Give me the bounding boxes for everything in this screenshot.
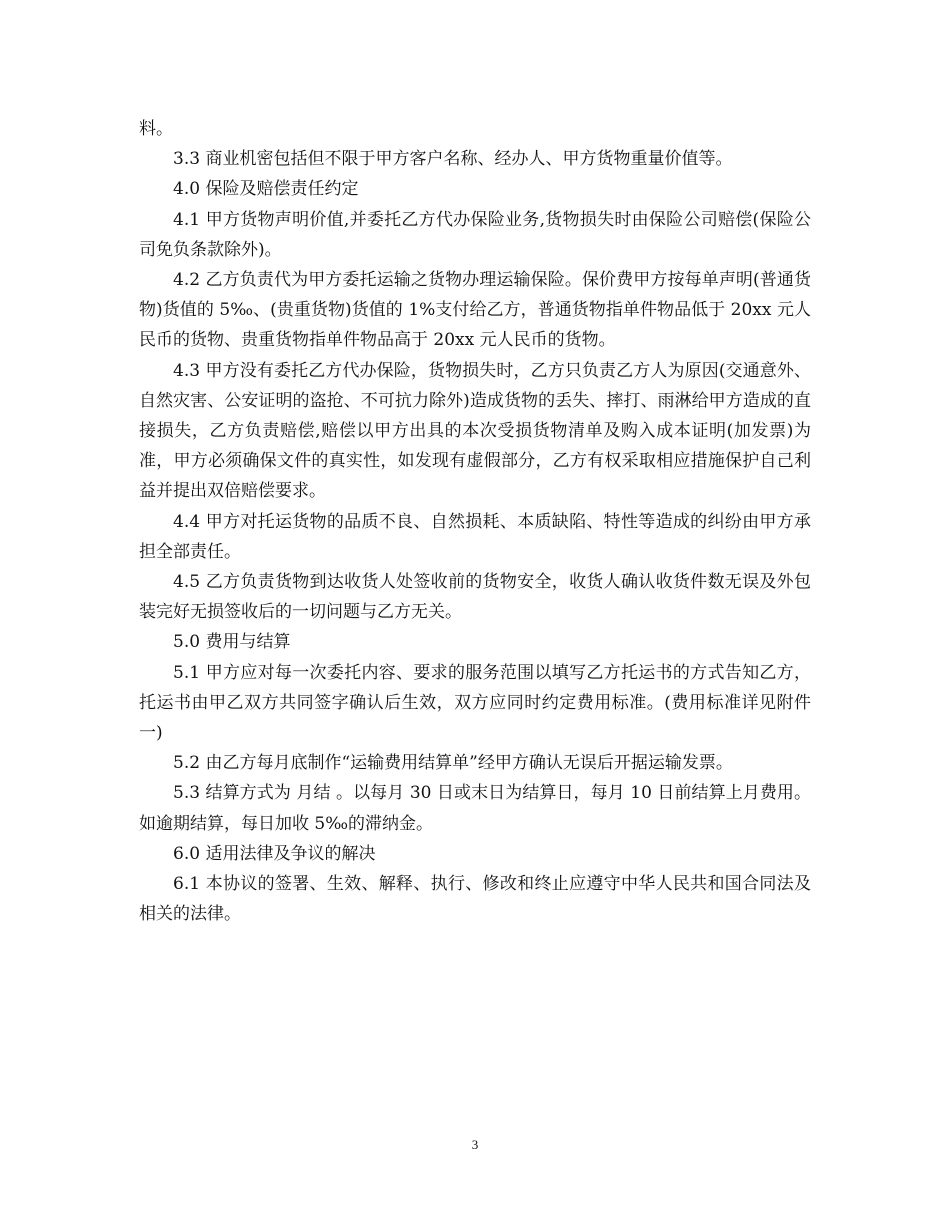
clause-4-3: 4.3 甲方没有委托乙方代办保险，货物损失时，乙方只负责乙方人为原因(交通意外、自然灾害、公安证明的盗抢、不可抗力除外)造成货物的丢失、摔打、雨淋给甲方造成的直接损失，乙方负责赔偿,赔偿以甲方出具的本次受损货物清单及购入成本证明(加发票)为准，甲方必须确保文件的真实性，如发现有虚假部分，乙方有权采取相应措施保护自己利益并提出双倍赔偿要求。 bbox=[139, 360, 811, 502]
clause-4-4: 4.4 甲方对托运货物的品质不良、自然损耗、本质缺陷、特性等造成的纠纷由甲方承担全部责任。 bbox=[139, 511, 811, 562]
clause-5-2: 5.2 由乙方每月底制作“运输费用结算单”经甲方确认无误后开据运输发票。 bbox=[173, 753, 733, 774]
clause-4-1: 4.1 甲方货物声明价值,并委托乙方代办保险业务,货物损失时由保险公司赔偿(保险公司免负条款除外)。 bbox=[139, 209, 811, 260]
paragraph-continuation: 料。 bbox=[139, 119, 173, 139]
clause-4-2: 4.2 乙方负责代为甲方委托运输之货物办理运输保险。保价费甲方按每单声明(普通货物)货值的 5‰、(贵重货物)货值的 1%支付给乙方，普通货物指单件物品低于 20xx 元人民币的货物、贵重货物指单件物品高于 20xx 元人民币的货物。 bbox=[139, 270, 811, 351]
clause-5-3: 5.3 结算方式为 月结 。以每月 30 日或末日为结算日，每月 10 日前结算上月费用。如逾期结算，每日加收 5‰的滞纳金。 bbox=[139, 783, 811, 834]
clause-5-1: 5.1 甲方应对每一次委托内容、要求的服务范围以填写乙方托运书的方式告知乙方，托运书由甲乙双方共同签字确认后生效，双方应同时约定费用标准。(费用标准详见附件一) bbox=[139, 662, 811, 744]
section-4-0-heading: 4.0 保险及赔偿责任约定 bbox=[173, 179, 359, 200]
section-6-0-heading: 6.0 适用法律及争议的解决 bbox=[173, 843, 376, 864]
section-5-0-heading: 5.0 费用与结算 bbox=[173, 632, 291, 653]
clause-6-1: 6.1 本协议的签署、生效、解释、执行、修改和终止应遵守中华人民共和国合同法及相关的法律。 bbox=[139, 874, 811, 925]
document-body bbox=[139, 114, 811, 929]
clause-4-5: 4.5 乙方负责货物到达收货人处签收前的货物安全，收货人确认收货件数无误及外包装完好无损签收后的一切问题与乙方无关。 bbox=[139, 572, 811, 623]
clause-3-3: 3.3 商业机密包括但不限于甲方客户名称、经办人、甲方货物重量价值等。 bbox=[173, 149, 733, 170]
page-number: 3 bbox=[471, 1137, 479, 1152]
